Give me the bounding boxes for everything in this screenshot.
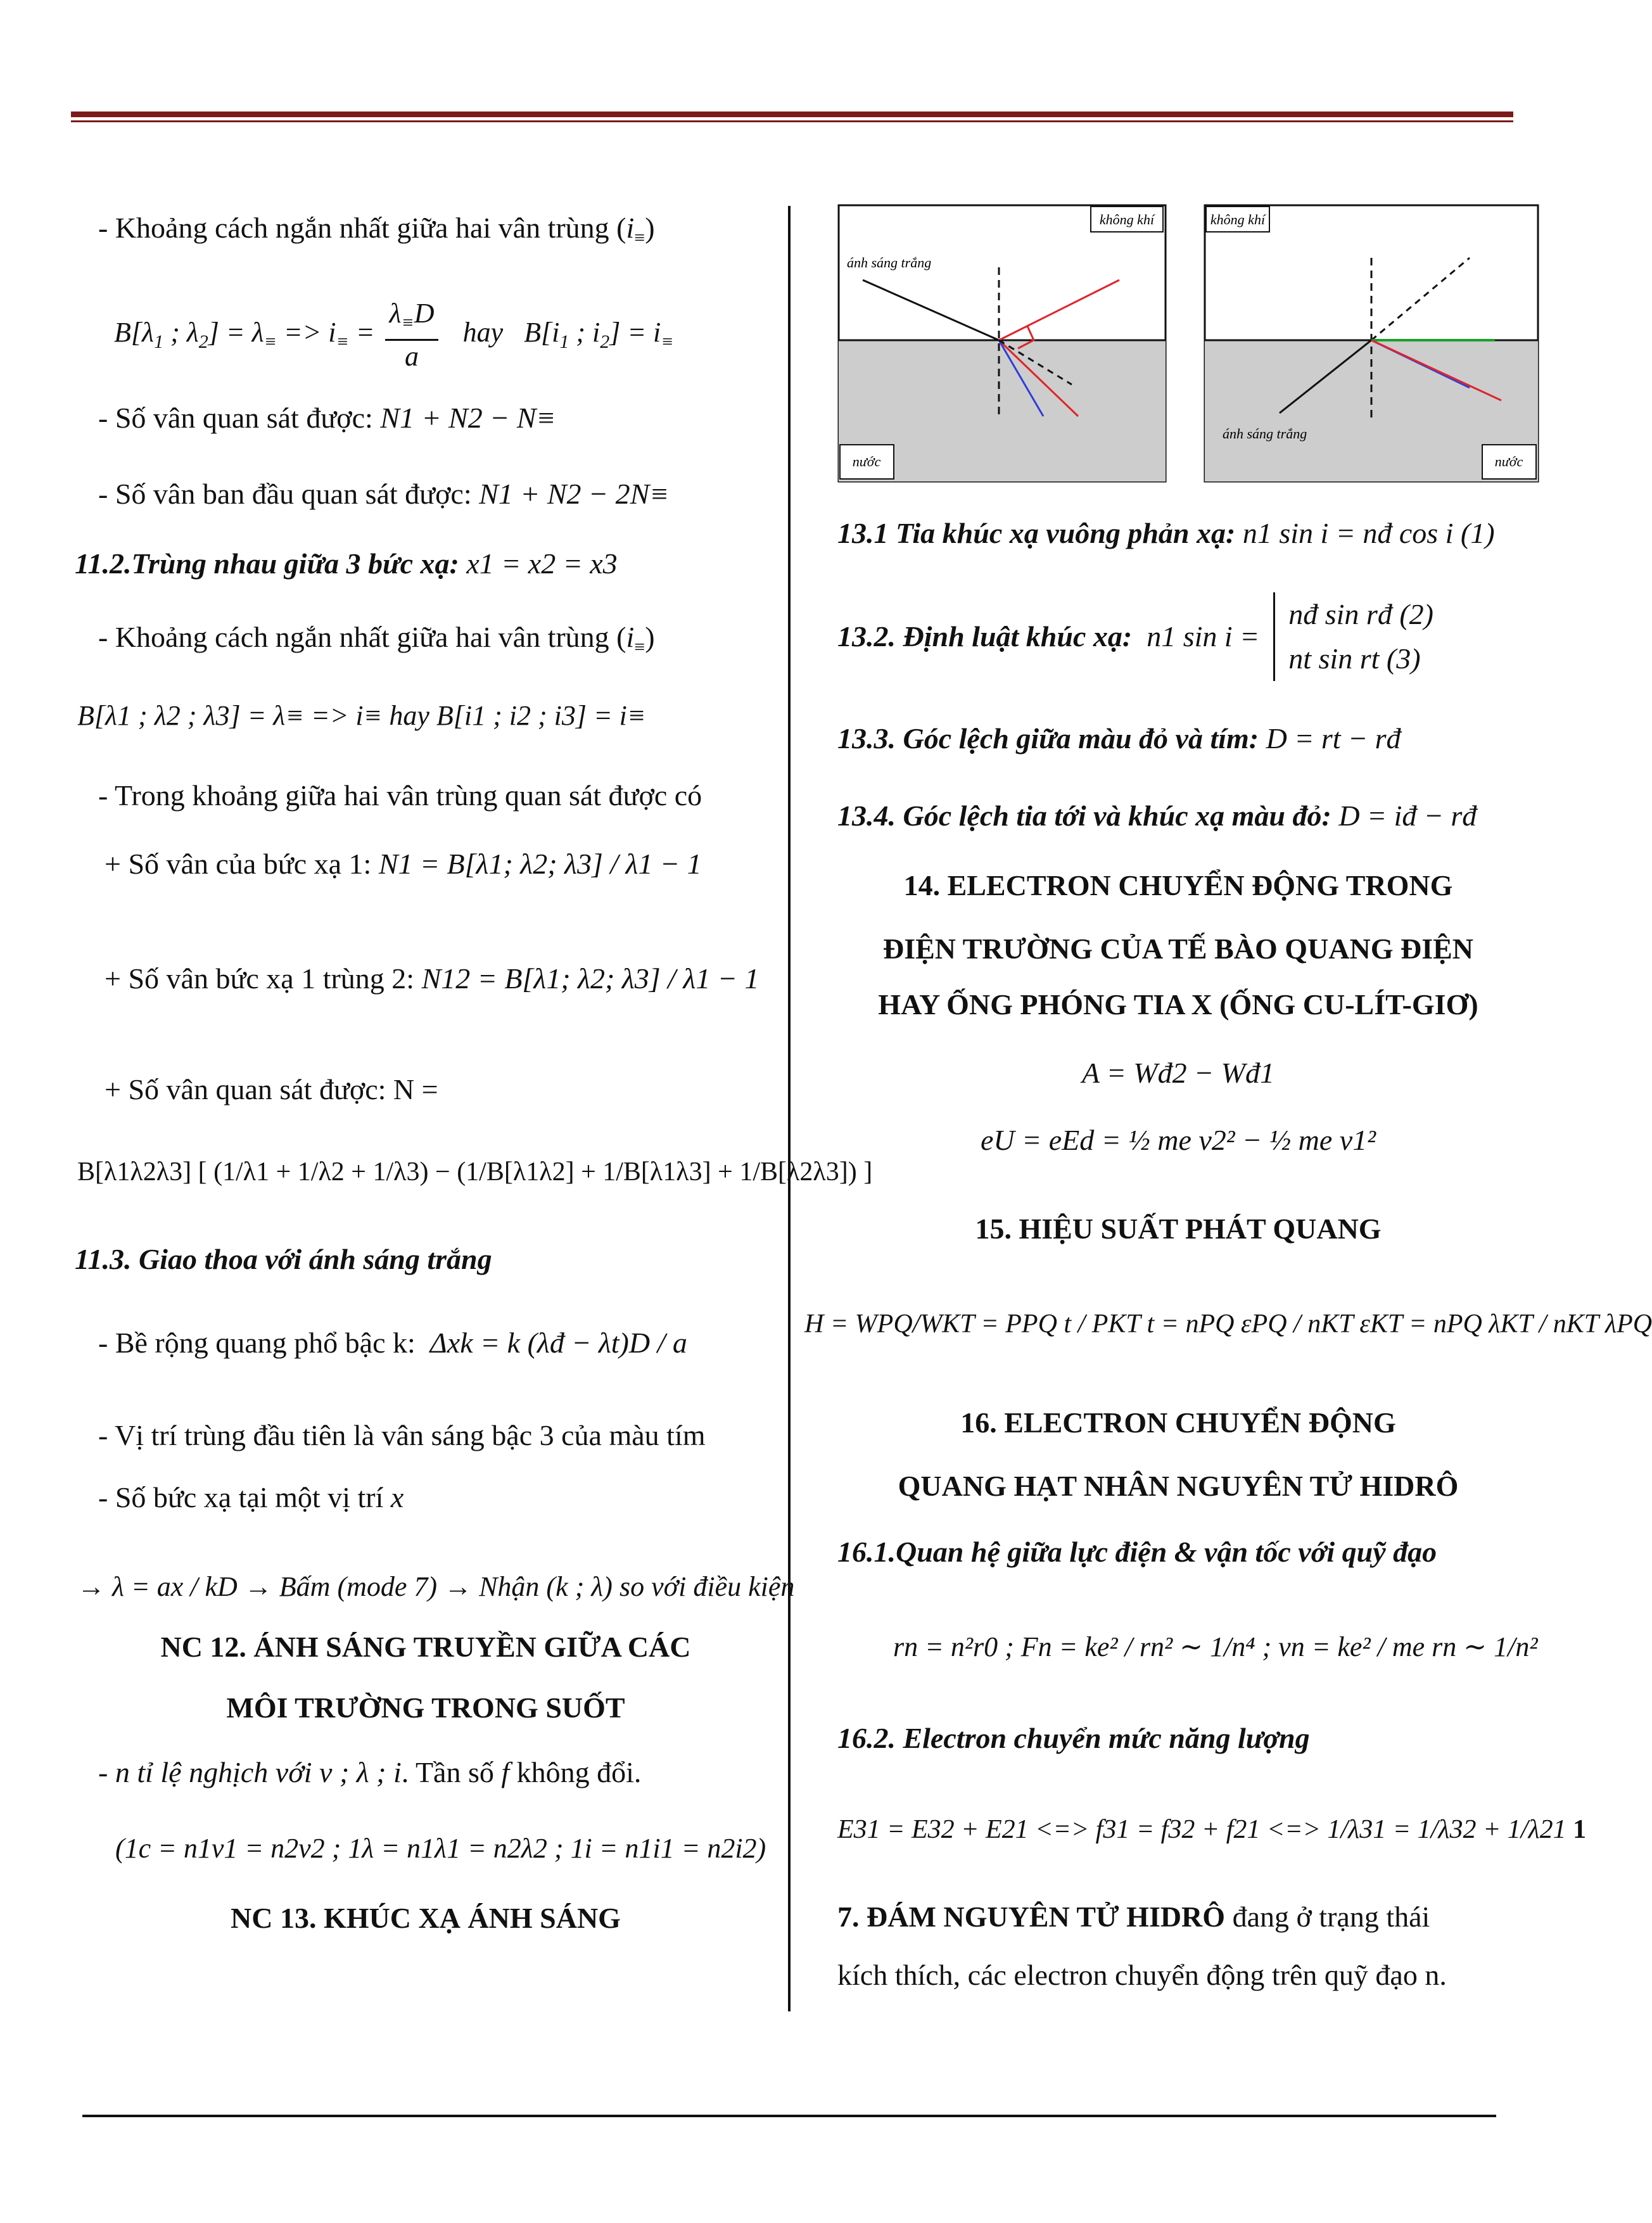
column-divider (788, 206, 791, 2011)
heading-11-2: 11.2.Trùng nhau giữa 3 bức xạ: x1 = x2 = x3 (75, 547, 618, 580)
line-17-cont: kích thích, các electron chuyển động trên quỹ đạo n. (837, 1959, 1447, 1991)
equation-work: A = Wđ2 − Wđ1 (1082, 1057, 1274, 1089)
line-first-coincidence: - Vị trí trùng đầu tiên là vân sáng bậc 3 của màu tím (98, 1419, 706, 1451)
equation-transition: E31 = E32 + E21 <=> f31 = f32 + f21 <=> 1/λ31 = 1/λ32 + 1/λ21 1 (837, 1815, 1587, 1844)
line-observed-count: - Số vân quan sát được: N1 + N2 − N≡ (98, 402, 556, 434)
line-radiation-count: - Số bức xạ tại một vị trí x (98, 1481, 404, 1513)
equation-energy: eU = eEd = ½ me v2² − ½ me v1² (981, 1124, 1376, 1156)
line-13-4: 13.4. Góc lệch tia tới và khúc xạ màu đỏ: D = iđ − rđ (837, 799, 1477, 832)
line-count-rad12: + Số vân bức xạ 1 trùng 2: N12 = B[λ1; λ2; λ3] / λ1 − 1 (105, 962, 759, 995)
heading-16-1: 16.1.Quan hệ giữa lực điện & vận tốc với quỹ đạo (837, 1536, 1437, 1568)
heading-14-line3: HAY ỐNG PHÓNG TIA X (ỐNG CU-LÍT-GIƠ) (878, 988, 1478, 1021)
equation-beat-3: B[λ1 ; λ2 ; λ3] = λ≡ => i≡ hay B[i1 ; i2 ; i3] = i≡ (77, 700, 646, 731)
line-shortest-distance-3: - Khoảng cách ngắn nhất giữa hai vân trùng $(i_\equiv)$ (98, 621, 655, 658)
line-spectrum-width: - Bề rộng quang phổ bậc k: Δxk = k (λđ − λt)D / a (98, 1327, 687, 1359)
diagram-2-top-label: không khí (1210, 212, 1266, 227)
heading-16-line1: 16. ELECTRON CHUYỂN ĐỘNG (960, 1406, 1396, 1439)
equation-efficiency: H = WPQ/WKT = PPQ t / PKT t = nPQ εPQ / nKT εKT = nPQ λKT / nKT λPQ (804, 1309, 1652, 1339)
equation-total-observed: B[λ1λ2λ3] [ (1/λ1 + 1/λ2 + 1/λ3) − (1/B[λ1λ2] + 1/B[λ1λ3] + 1/B[λ2λ3]) ] (77, 1157, 873, 1187)
equation-relations: (1c = n1v1 = n2v2 ; 1λ = n1λ1 = n2λ2 ; 1i = n1i1 = n2i2) (115, 1833, 766, 1864)
diagram-1-bottom-label: nước (852, 454, 881, 469)
heading-15: 15. HIỆU SUẤT PHÁT QUANG (975, 1213, 1382, 1245)
heading-16-2: 16.2. Electron chuyển mức năng lượng (837, 1722, 1310, 1754)
footer-rule (82, 2115, 1496, 2117)
line-13-1: 13.1 Tia khúc xạ vuông phản xạ: n1 sin i = nđ cos i (1) (837, 517, 1495, 549)
heading-14-line1: 14. ELECTRON CHUYỂN ĐỘNG TRONG (903, 869, 1453, 901)
line-17: 7. ĐÁM NGUYÊN TỬ HIDRÔ đang ở trạng thái (837, 1901, 1430, 1933)
diagram-2-ray-label: ánh sáng trắng (1223, 426, 1307, 442)
heading-nc12-line2: MÔI TRƯỜNG TRONG SUỐT (226, 1691, 625, 1724)
line-total-observed: + Số vân quan sát được: N = (105, 1073, 438, 1105)
refraction-diagram-1 (837, 204, 1167, 483)
diagram-1-top-label: không khí (1099, 212, 1155, 227)
line-initial-count: - Số vân ban đầu quan sát được: N1 + N2 − 2N≡ (98, 478, 670, 510)
line-13-3: 13.3. Góc lệch giữa màu đỏ và tím: D = rt − rđ (837, 722, 1401, 755)
line-inverse-proportion: - n tỉ lệ nghịch với v ; λ ; i. Tần số f không đổi. (98, 1756, 642, 1788)
heading-16-line2: QUANG HẠT NHÂN NGUYÊN TỬ HIDRÔ (898, 1470, 1459, 1502)
refraction-diagram-2 (1204, 204, 1539, 483)
line-13-2: 13.2. Định luật khúc xạ: n1 sin i = nđ sin rđ (2) nt sin rt (3) (837, 592, 1433, 687)
header-rule-thin (71, 120, 1513, 122)
diagram-1-ray-label: ánh sáng trắng (847, 255, 932, 271)
line-between-coincidences: - Trong khoảng giữa hai vân trùng quan sát được có (98, 779, 702, 812)
heading-11-3: 11.3. Giao thoa với ánh sáng trắng (75, 1243, 492, 1275)
heading-nc13: NC 13. KHÚC XẠ ÁNH SÁNG (231, 1902, 621, 1934)
equation-orbit: rn = n²r0 ; Fn = ke² / rn² ∼ 1/n⁴ ; vn = ke² / me rn ∼ 1/n² (893, 1631, 1538, 1662)
equation-lambda-calc: → λ = ax / kD → Bấm (mode 7) → Nhận (k ; λ) so với điều kiện (77, 1571, 795, 1602)
heading-14-line2: ĐIỆN TRƯỜNG CỦA TẾ BÀO QUANG ĐIỆN (882, 933, 1474, 965)
header-rule (71, 111, 1513, 117)
line-count-rad1: + Số vân của bức xạ 1: N1 = B[λ1; λ2; λ3] / λ1 − 1 (105, 848, 702, 880)
line-shortest-distance-2: - Khoảng cách ngắn nhất giữa hai vân trùng $(i_\equiv)$ (98, 212, 655, 249)
equation-beat-2: $B[\lambda_1$ ; $\lambda_2] = \lambda_\equiv => i_\equiv$ = $\frac{\lambda_\equiv D}{a}$ hay $B[i_1$ ; $i_2] = i_\equiv$ (114, 298, 674, 372)
diagram-2-bottom-label: nước (1494, 454, 1523, 469)
heading-nc12-line1: NC 12. ÁNH SÁNG TRUYỀN GIỮA CÁC (160, 1631, 691, 1663)
